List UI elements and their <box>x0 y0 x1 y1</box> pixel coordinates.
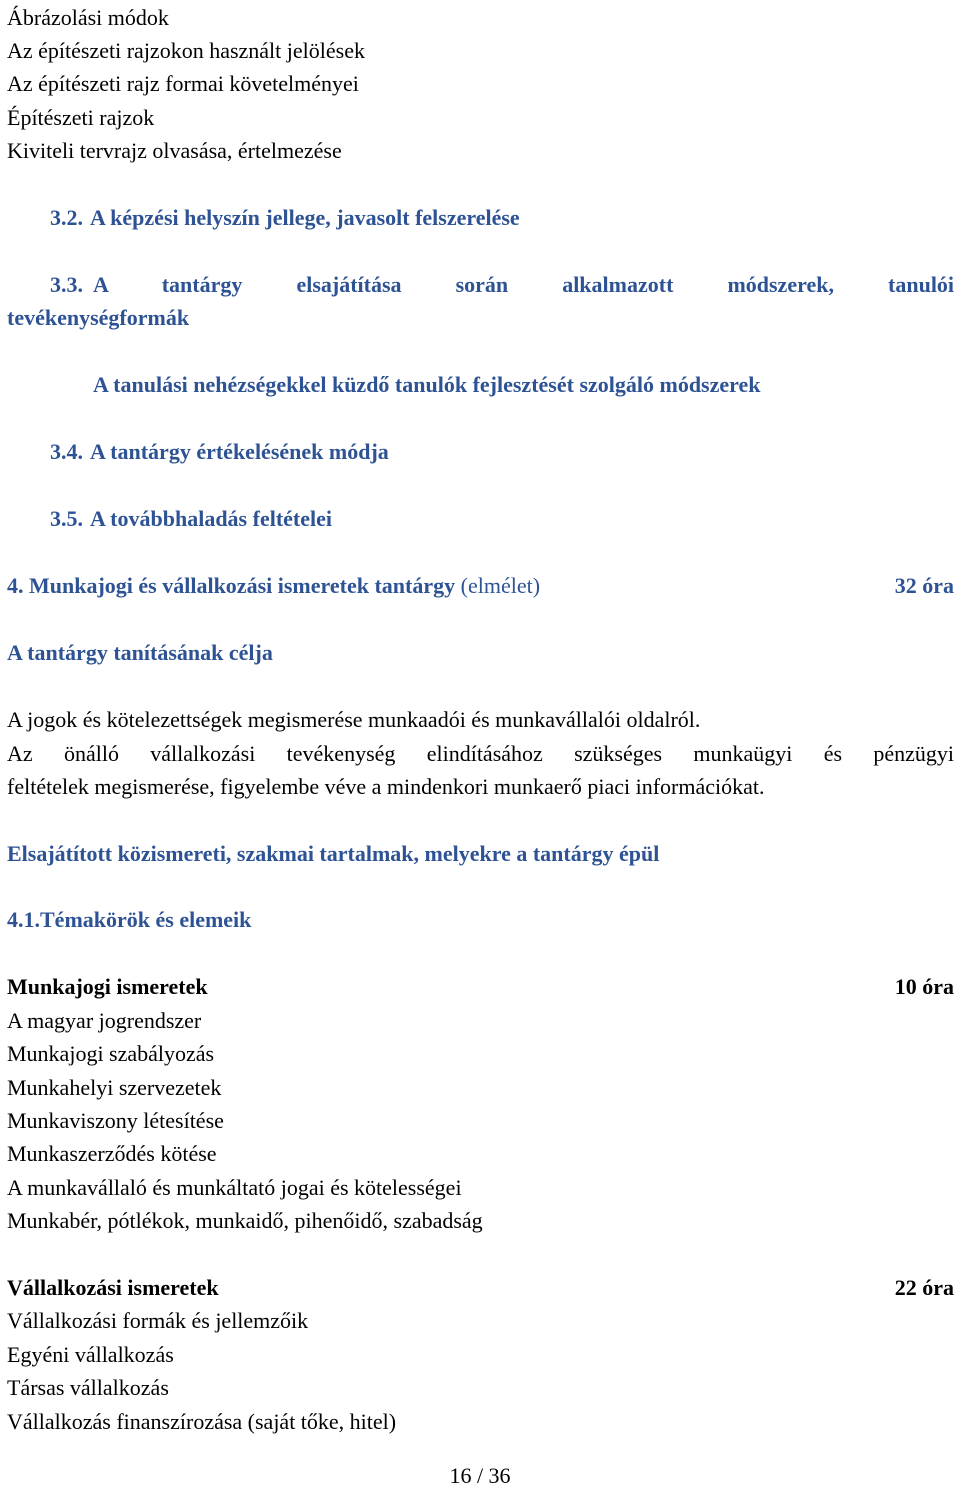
section-heading-3-5 <box>50 505 332 533</box>
subject-hours: 32 óra <box>894 573 954 598</box>
list-item: Ábrázolási módok <box>7 5 169 30</box>
section-heading-3-4 <box>50 438 389 466</box>
topic-item: Munkahelyi szervezetek <box>7 1075 222 1100</box>
prereq-heading: Elsajátított közismereti, szakmai tartalmak, melyekre a tantárgy épül <box>7 841 660 866</box>
subject-title: Munkajogi és vállalkozási ismeretek tantárgy <box>29 573 456 598</box>
subsection-heading: A tanulási nehézségekkel küzdő tanulók fejlesztését szolgáló módszerek <box>93 372 761 397</box>
subject-number: 4. <box>7 573 24 598</box>
topics-heading: 4.1.Témakörök és elemeik <box>7 907 252 932</box>
list-item: Az építészeti rajz formai követelményei <box>7 71 359 96</box>
list-item: Az építészeti rajzokon használt jelölések <box>7 38 365 63</box>
section-heading-3-2 <box>50 204 520 232</box>
section-title-3-3-line2: tevékenységformák <box>7 305 190 330</box>
topic-item: Társas vállalkozás <box>7 1375 169 1400</box>
subject-heading <box>7 572 540 600</box>
section-title: A tantárgy értékelésének módja <box>90 439 389 464</box>
list-item: Kiviteli tervrajz olvasása, értelmezése <box>7 138 342 163</box>
topic-hours: 10 óra <box>894 974 954 999</box>
section-number: 3.5. <box>50 506 83 531</box>
section-number: 3.4. <box>50 439 83 464</box>
section-title: A képzési helyszín jellege, javasolt felszerelése <box>90 205 520 230</box>
title-word: tantárgy <box>161 272 243 297</box>
subject-type: (elmélet) <box>460 573 541 598</box>
topic-item: Vállalkozási formák és jellemzőik <box>7 1308 309 1333</box>
section-title: A továbbhaladás feltételei <box>90 506 332 531</box>
list-item: Építészeti rajzok <box>7 105 155 130</box>
section-number-3-3: 3.3. <box>50 272 83 297</box>
topic-hours: 22 óra <box>894 1275 954 1300</box>
topic-title: Munkajogi ismeretek <box>7 974 208 999</box>
goal-line: Az önálló vállalkozási tevékenység elindításához szükséges munkaügyi és pénzügyi <box>7 741 954 766</box>
topic-item: Egyéni vállalkozás <box>7 1342 174 1367</box>
topic-item: Vállalkozás finanszírozása (saját tőke, hitel) <box>7 1409 397 1434</box>
title-word: elsajátítása <box>296 272 402 297</box>
goal-heading: A tantárgy tanításának célja <box>7 640 273 665</box>
page-number: 16 / 36 <box>449 1463 511 1488</box>
topic-item: A magyar jogrendszer <box>7 1008 202 1033</box>
topic-item: Munkaviszony létesítése <box>7 1108 224 1133</box>
topic-title: Vállalkozási ismeretek <box>7 1275 219 1300</box>
topic-item: Munkabér, pótlékok, munkaidő, pihenőidő, szabadság <box>7 1208 483 1233</box>
title-word: során <box>455 272 509 297</box>
title-word: alkalmazott <box>562 272 674 297</box>
title-word: tanulói <box>888 272 955 297</box>
section-number: 3.2. <box>50 205 83 230</box>
goal-line: feltételek megismerése, figyelembe véve a mindenkori munkaerő piaci információkat. <box>7 774 765 799</box>
topic-item: Munkajogi szabályozás <box>7 1041 215 1066</box>
section-title-3-3 <box>93 271 954 299</box>
topic-item: A munkavállaló és munkáltató jogai és kötelességei <box>7 1175 462 1200</box>
title-word: módszerek, <box>727 272 834 297</box>
goal-line: A jogok és kötelezettségek megismerése munkaadói és munkavállalói oldalról. <box>7 707 701 732</box>
topic-item: Munkaszerződés kötése <box>7 1141 217 1166</box>
title-word: A <box>93 272 108 297</box>
